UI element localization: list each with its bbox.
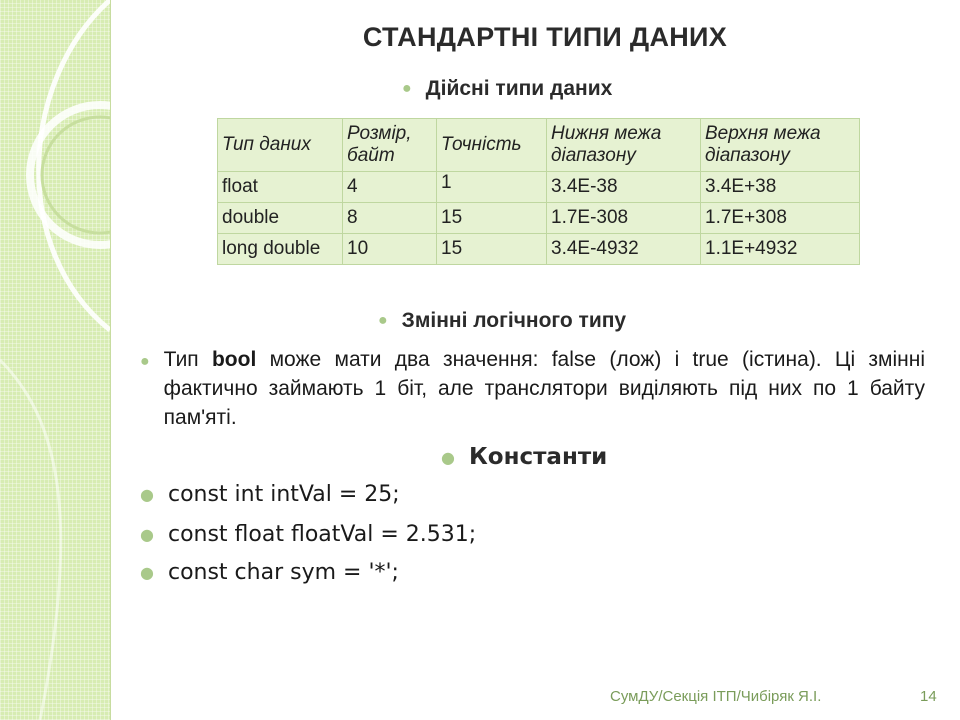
section-bool-types-label: Змінні логічного типу [401, 309, 627, 332]
bullet-icon: ● [140, 485, 154, 504]
section-bool-types [378, 309, 626, 333]
bool-paragraph-text [164, 345, 925, 432]
code-line [140, 482, 400, 507]
bullet-icon: ● [378, 312, 388, 329]
cell-lower-bound: 1.7E-308 [547, 203, 701, 234]
cell-precision: 1 [437, 172, 547, 203]
table-row [218, 234, 860, 265]
cell-type: long double [218, 234, 343, 265]
cell-precision: 15 [437, 203, 547, 234]
table-header-row [218, 119, 860, 172]
slide-title: СТАНДАРТНІ ТИПИ ДАНИХ [362, 22, 728, 52]
cell-type: float [218, 172, 343, 203]
bullet-icon: ● [441, 447, 455, 467]
cell-size: 8 [343, 203, 437, 234]
real-types-table [217, 118, 860, 265]
footer-page-number: 14 [920, 688, 937, 705]
section-constants [441, 444, 607, 470]
cell-upper-bound: 1.7E+308 [701, 203, 860, 234]
section-constants-label: Константи [468, 444, 608, 470]
bool-keyword: bool [211, 348, 257, 371]
header-size: Розмір, байт [343, 119, 437, 172]
bool-text-after: може мати два значення: false (лож) і true (істина). Ці змінні фактично займають 1 біт, але транслятори виділяють під них по 1 байту пам'яті. [163, 348, 926, 429]
table-row [218, 203, 860, 234]
bullet-icon: ● [140, 563, 154, 582]
sidebar-swirl-graphic [0, 0, 110, 720]
section-real-types-label: Дійсні типи даних [425, 77, 613, 100]
cell-type: double [218, 203, 343, 234]
decorative-sidebar [0, 0, 111, 720]
code-line-text: const float floatVal = 2.531; [167, 522, 477, 547]
header-upper-bound: Верхня межа діапазону [701, 119, 860, 172]
cell-lower-bound: 3.4E-4932 [547, 234, 701, 265]
bullet-icon: ● [140, 525, 154, 544]
cell-size: 10 [343, 234, 437, 265]
cell-upper-bound: 3.4E+38 [701, 172, 860, 203]
bullet-icon: ● [402, 80, 412, 97]
cell-upper-bound: 1.1E+4932 [701, 234, 860, 265]
cell-lower-bound: 3.4E-38 [547, 172, 701, 203]
cell-size: 4 [343, 172, 437, 203]
footer-author: СумДУ/Секція ІТП/Чибіряк Я.І. [610, 688, 822, 705]
section-real-types [402, 77, 612, 101]
header-type: Тип даних [218, 119, 343, 172]
table-row [218, 172, 860, 203]
header-precision: Точність [437, 119, 547, 172]
code-line [140, 522, 476, 547]
bool-text-before: Тип [163, 348, 212, 371]
code-line-text: const char sym = '*'; [167, 560, 399, 585]
cell-precision: 15 [437, 234, 547, 265]
code-line-text: const int intVal = 25; [167, 482, 400, 507]
bool-paragraph [140, 345, 925, 432]
bullet-icon: ● [140, 353, 150, 370]
code-line [140, 560, 399, 585]
header-lower-bound: Нижня межа діапазону [547, 119, 701, 172]
